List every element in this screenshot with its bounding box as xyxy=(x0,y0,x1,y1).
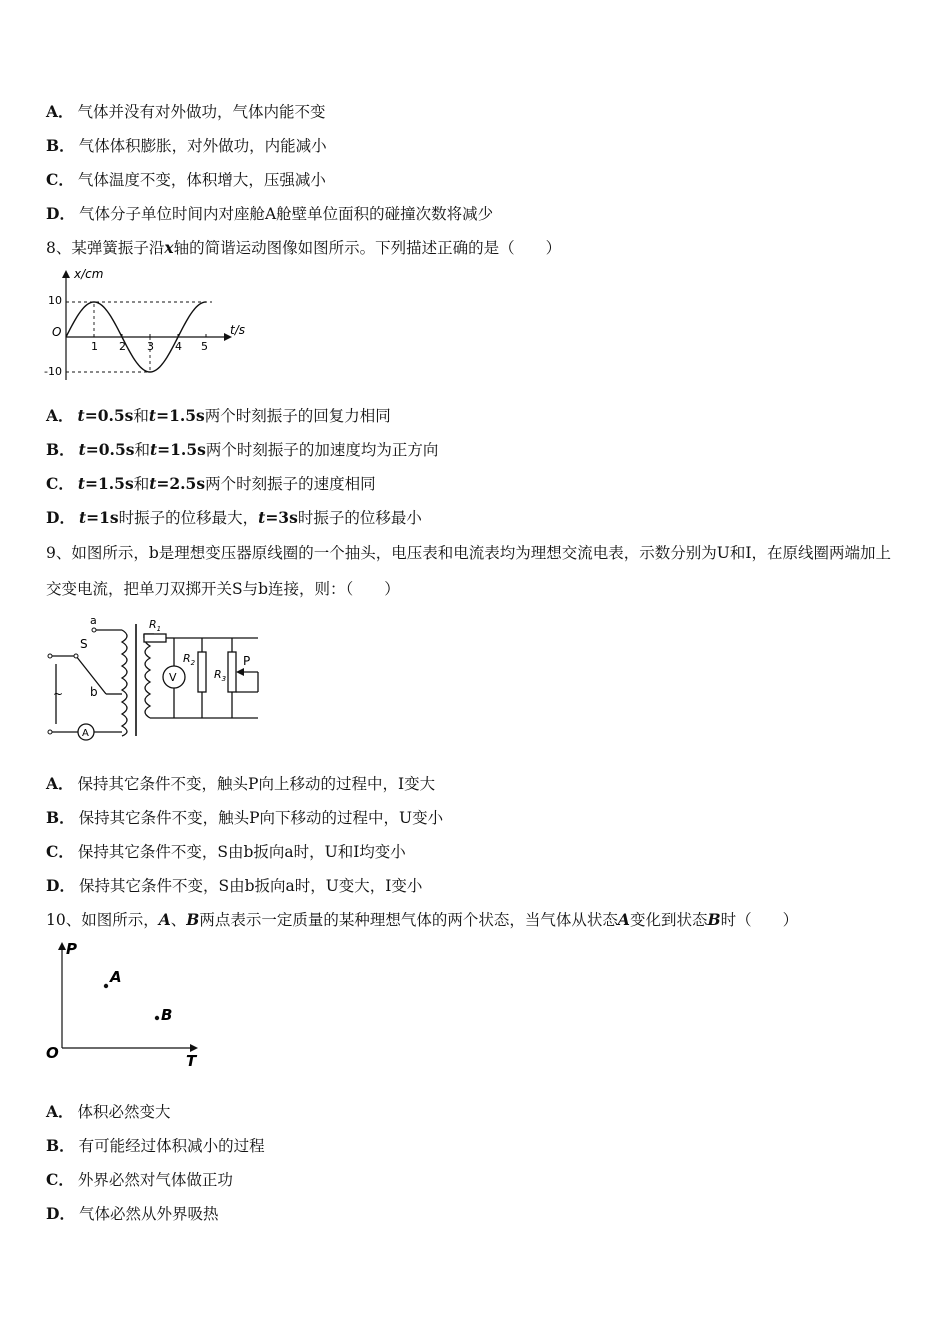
x-tick-4: 4 xyxy=(175,340,182,353)
resistor-r2 xyxy=(198,652,206,692)
x-tick-5: 5 xyxy=(201,340,208,353)
q9-circuit-diagram xyxy=(40,610,270,750)
switch-pivot xyxy=(74,654,78,658)
t-axis-arrow xyxy=(190,1044,198,1052)
label-ac: ~ xyxy=(53,687,64,701)
q10-stem: 10、如图所示，A、B两点表示一定质量的某种理想气体的两个状态，当气体从状态A变化到状态B时（ ） xyxy=(46,910,799,929)
q8-option-c: C． t=1.5s和t=2.5s两个时刻振子的速度相同 xyxy=(46,474,376,493)
q10-option-b: B． 有可能经过体积减小的过程 xyxy=(46,1136,265,1155)
q9-option-a: A． 保持其它条件不变，触头P向上移动的过程中，I变大 xyxy=(46,774,436,793)
x-tick-1: 1 xyxy=(91,340,98,353)
point-b-label: B xyxy=(161,1006,173,1024)
label-s: S xyxy=(80,637,88,651)
q7-option-b: B． 气体体积膨胀，对外做功，内能减小 xyxy=(46,136,327,155)
q9-option-c: C． 保持其它条件不变，S由b扳向a时，U和I均变小 xyxy=(46,842,406,861)
q9-option-b: B． 保持其它条件不变，触头P向下移动的过程中，U变小 xyxy=(46,808,444,827)
q10-pt-graph xyxy=(40,938,210,1068)
point-a xyxy=(104,984,108,988)
origin-label: O xyxy=(52,325,62,339)
q7-option-d: D． 气体分子单位时间内对座舱A舱壁单位面积的碰撞次数将减少 xyxy=(46,204,494,223)
resistor-r3 xyxy=(228,652,236,692)
y-tick-10: 10 xyxy=(48,294,62,307)
label-p: P xyxy=(243,654,251,668)
q10-option-a: A． 体积必然变大 xyxy=(46,1102,171,1121)
q8-sine-graph xyxy=(40,262,260,387)
origin-label: O xyxy=(46,1044,59,1062)
slider-arrow xyxy=(236,668,244,676)
label-r2: $R_2$ xyxy=(183,652,196,667)
t-axis-label: T xyxy=(186,1052,197,1070)
point-b xyxy=(155,1016,159,1020)
q8-option-a: A． t=0.5s和t=1.5s两个时刻振子的回复力相同 xyxy=(46,406,391,425)
primary-coil xyxy=(122,630,127,736)
q7-option-a: A． 气体并没有对外做功，气体内能不变 xyxy=(46,102,326,121)
q8-option-b: B． t=0.5s和t=1.5s两个时刻振子的加速度均为正方向 xyxy=(46,440,439,459)
y-tick-neg10: -10 xyxy=(44,365,62,378)
label-a: a xyxy=(90,614,97,627)
p-axis-arrow xyxy=(58,942,66,950)
label-r3: $R_3$ xyxy=(214,668,227,683)
ammeter-label: A xyxy=(82,728,89,739)
x-tick-3: 3 xyxy=(147,340,154,353)
terminal-top xyxy=(48,654,52,658)
q8-stem: 8、某弹簧振子沿x轴的简谐运动图像如图所示。下列描述正确的是（ ） xyxy=(46,238,562,257)
p-axis-label: P xyxy=(66,940,77,958)
label-r1: $R_1$ xyxy=(149,618,162,633)
resistor-r1 xyxy=(144,634,166,642)
secondary-coil xyxy=(145,634,150,718)
y-axis-arrow xyxy=(62,270,70,278)
q8-option-d: D． t=1s时振子的位移最大，t=3s时振子的位移最小 xyxy=(46,508,422,527)
x-tick-2: 2 xyxy=(119,340,126,353)
point-a-label: A xyxy=(110,968,122,986)
y-axis-label: x/cm xyxy=(74,267,104,281)
q7-option-c: C． 气体温度不变，体积增大，压强减小 xyxy=(46,170,326,189)
voltmeter-label: V xyxy=(169,671,177,684)
q9-option-d: D． 保持其它条件不变，S由b扳向a时，U变大，I变小 xyxy=(46,876,423,895)
q10-option-c: C． 外界必然对气体做正功 xyxy=(46,1170,233,1189)
x-axis-label: t/s xyxy=(230,323,245,337)
q9-stem: 9、如图所示，b是理想变压器原线圈的一个抽头，电压表和电流表均为理想交流电表，示数分别为U和I，在原线圈两端加上交变电流，把单刀双掷开关S与b连接，则：（ ） xyxy=(46,544,891,598)
label-b: b xyxy=(90,685,98,699)
q10-option-d: D． 气体必然从外界吸热 xyxy=(46,1204,219,1223)
contact-a xyxy=(92,628,96,632)
terminal-bottom xyxy=(48,730,52,734)
